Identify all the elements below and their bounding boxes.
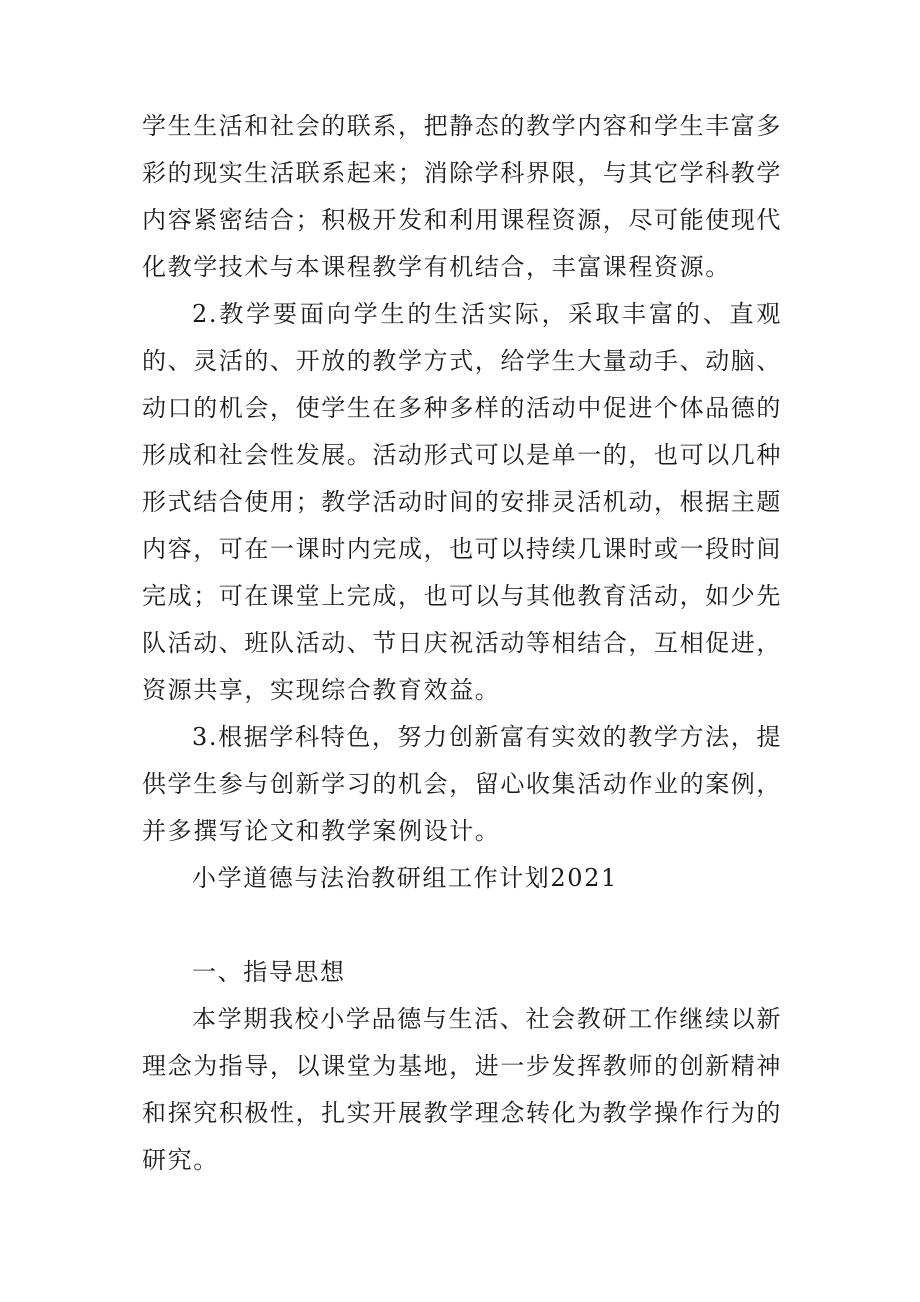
- paragraph-item-2: 2.教学要面向学生的生活实际，采取丰富的、直观的、灵活的、开放的教学方式，给学生大量动手、动脑、动口的机会，使学生在多种多样的活动中促进个体品德的形成和社会性发展。活动形式可以是单一的，也可以几种形式结合使用；教学活动时间的安排灵活机动，根据主题内容，可在一课时内完成，也可以持续几课时或一段时间完成；可在课堂上完成，也可以与其他教育活动，如少先队活动、班队活动、节日庆祝活动等相结合，互相促进，资源共享，实现综合教育效益。: [142, 300, 782, 704]
- document-title: 小学道德与法治教研组工作计划2021: [192, 864, 618, 892]
- paragraph-continuation: 学生生活和社会的联系，把静态的教学内容和学生丰富多彩的现实生活联系起来；消除学科界限，与其它学科教学内容紧密结合；积极开发和利用课程资源，尽可能使现代化教学技术与本课程教学有机结合，丰富课程资源。: [142, 112, 782, 281]
- document-body: [142, 103, 782, 1184]
- section-heading: 一、指导思想: [192, 958, 346, 986]
- section-paragraph: 本学期我校小学品德与生活、社会教研工作继续以新理念为指导，以课堂为基地，进一步发挥教师的创新精神和探究积极性，扎实开展教学理念转化为教学操作行为的研究。: [142, 1005, 782, 1174]
- blank-line: [142, 902, 782, 949]
- paragraph-item-3: 3.根据学科特色，努力创新富有实效的教学方法，提供学生参与创新学习的机会，留心收集活动作业的案例，并多撰写论文和教学案例设计。: [142, 723, 782, 845]
